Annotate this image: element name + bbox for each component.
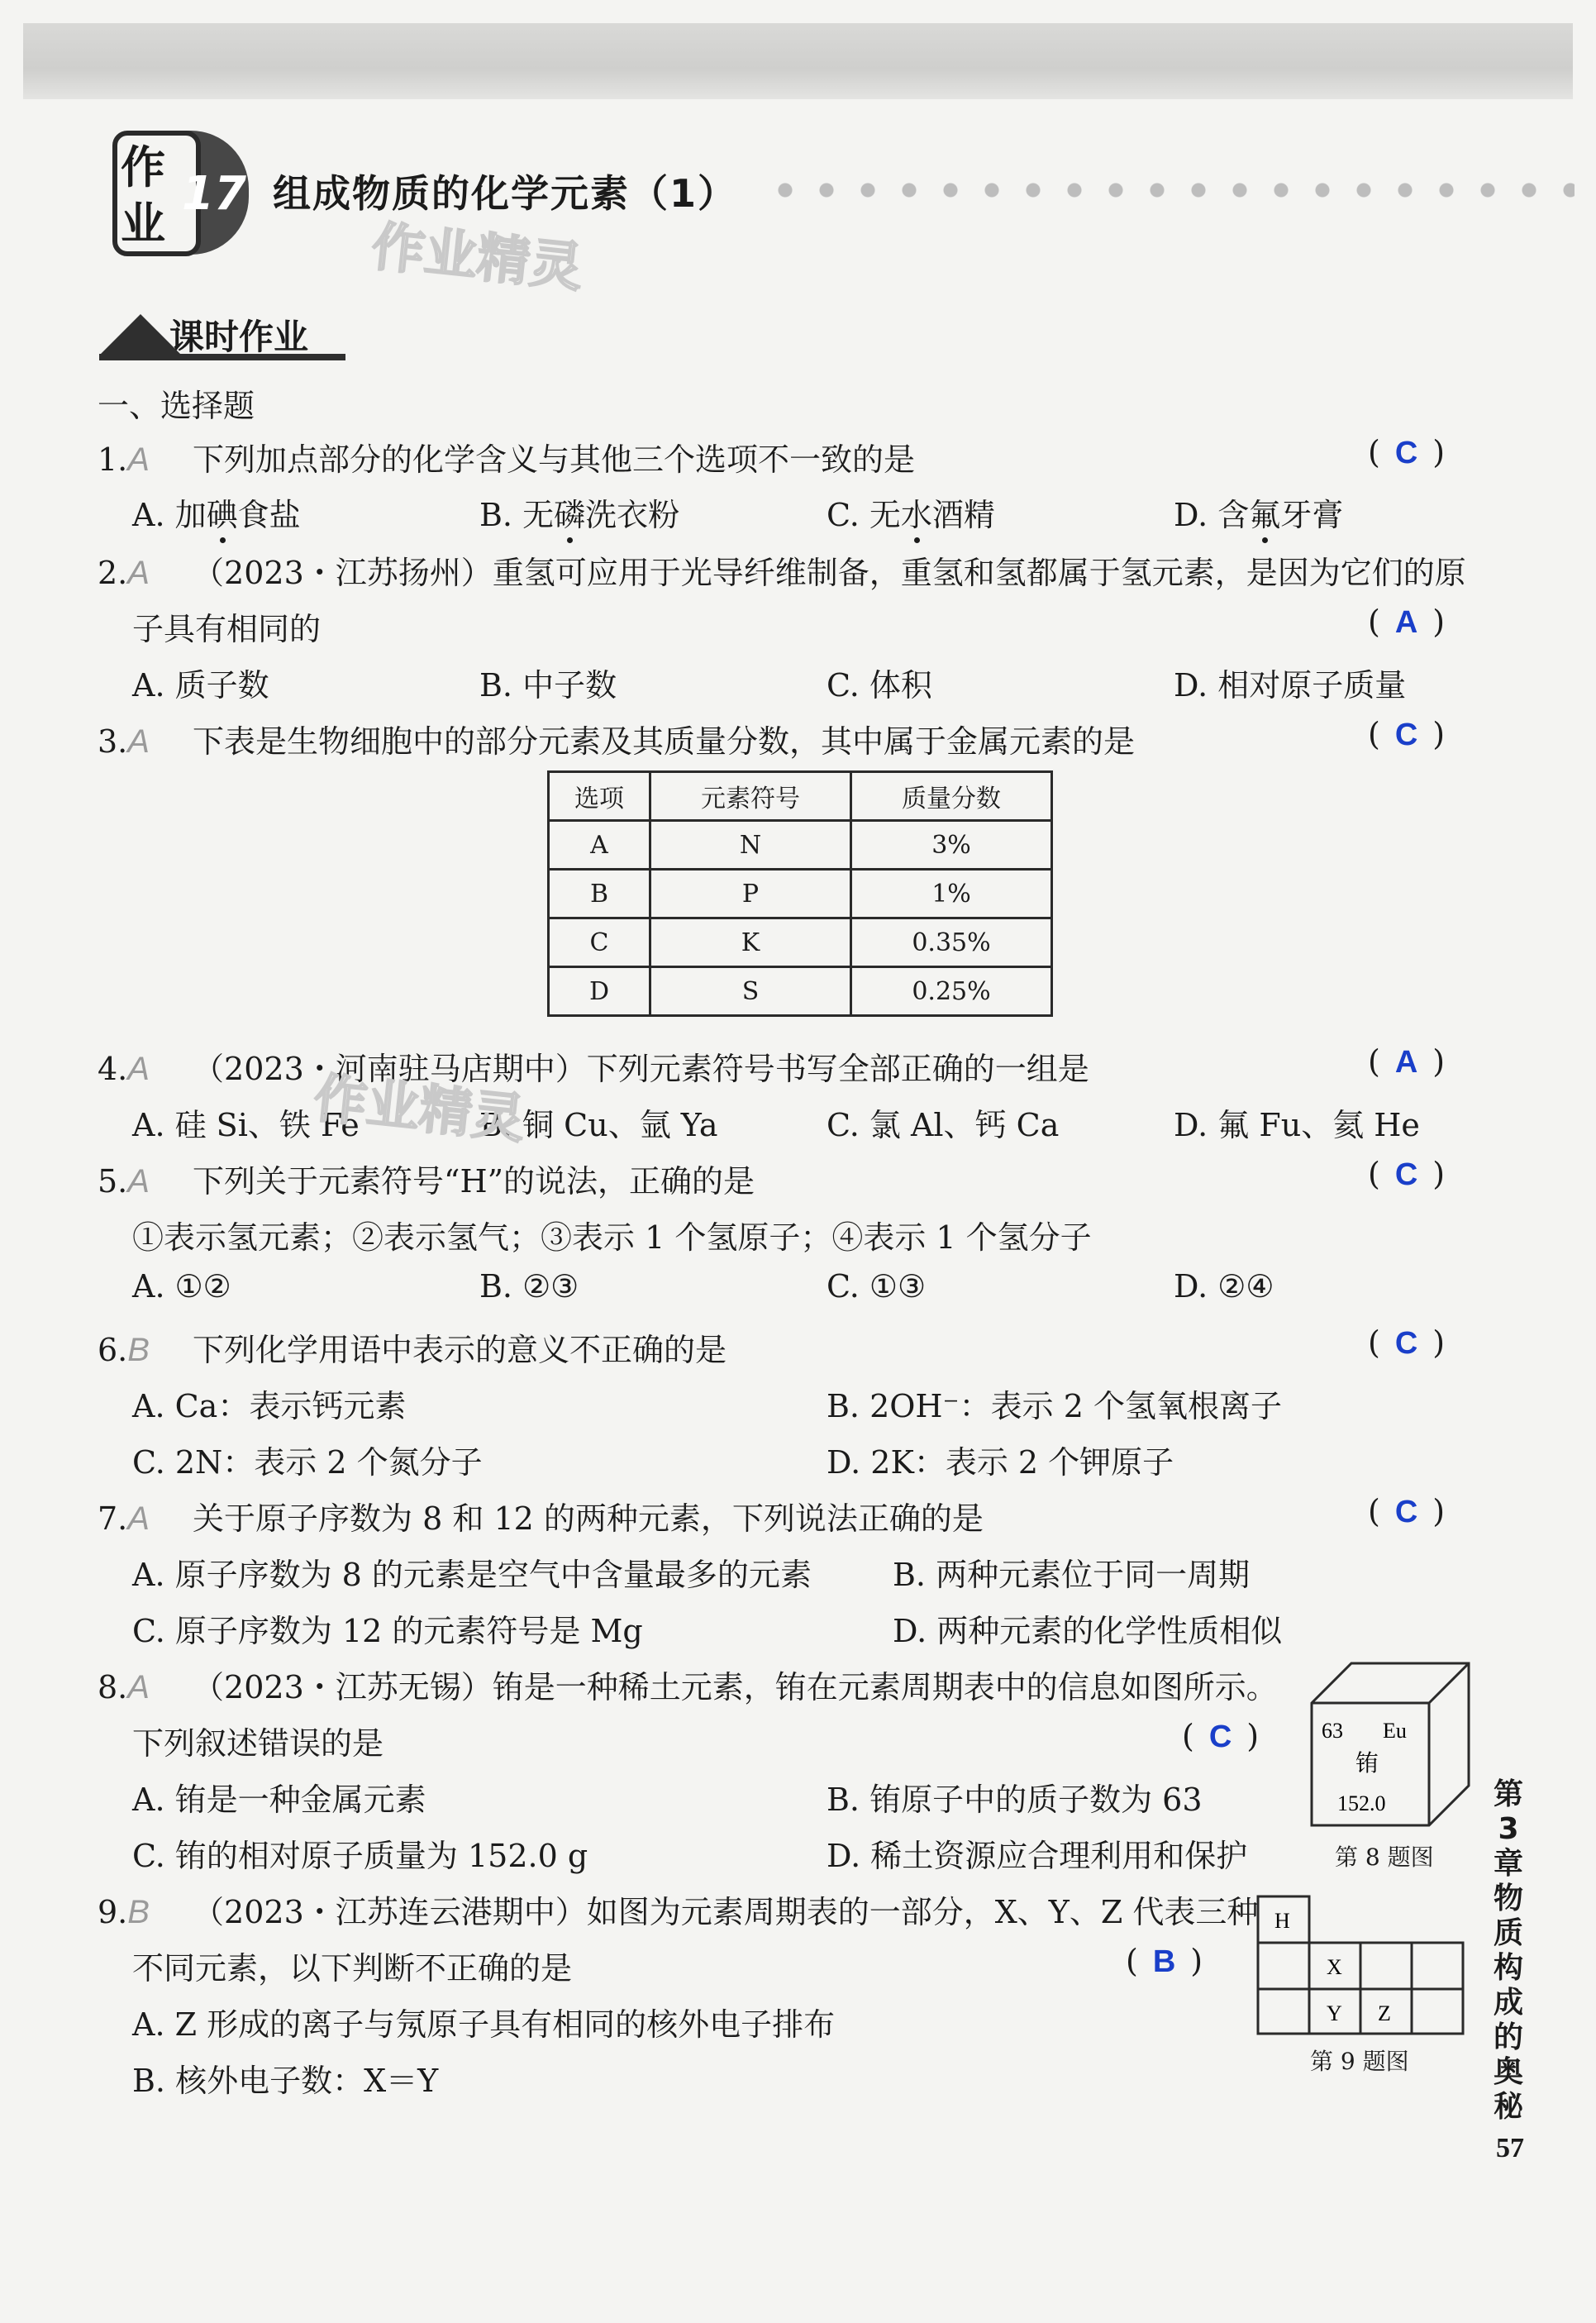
watermark: 作业精灵 (311, 1067, 528, 1152)
q1-option-a: A. 加碘食盐 (132, 489, 301, 535)
periodic-table-fragment (1256, 1895, 1467, 2035)
subsection-title: 一、选择题 (98, 388, 255, 424)
table-header-row (549, 772, 1052, 821)
europium-element-figure (1310, 1662, 1471, 1831)
q8-option-b: B. 铕原子中的质子数为 63 (827, 1782, 1203, 1818)
question-9: 9.B （2023・江苏连云港期中）如图为元素周期表的一部分，X、Y、Z 代表三种 (98, 1894, 1259, 1930)
question-text: 下列加点部分的化学含义与其他三个选项不一致的是 (193, 441, 916, 478)
answer-3: ( C ) (1368, 716, 1446, 752)
q6-option-a: A. Ca：表示钙元素 (132, 1388, 407, 1424)
homework-badge (98, 124, 255, 256)
q8-option-a: A. 铕是一种金属元素 (132, 1782, 426, 1818)
answer-9: ( B ) (1126, 1943, 1203, 1979)
table-header: 选项 (549, 772, 650, 821)
difficulty-mark: A (127, 1500, 150, 1537)
q5-option-b: B. ②③ (479, 1268, 579, 1305)
cell-x: X (1327, 1955, 1342, 1979)
answer-value: C (1394, 436, 1418, 470)
q2-option-a: A. 质子数 (132, 667, 269, 704)
difficulty-mark: A (127, 1669, 150, 1705)
question-4: 4.A （2023・河南驻马店期中）下列元素符号书写全部正确的一组是 (98, 1051, 1089, 1087)
question-number: 1. (98, 441, 128, 478)
q7-option-d: D. 两种元素的化学性质相似 (893, 1613, 1283, 1649)
difficulty-mark: A (127, 555, 150, 591)
table-row: A N 3% (549, 821, 1052, 870)
question-5: 5.A 下列关于元素符号“H”的说法，正确的是 (98, 1163, 755, 1200)
chapter-side-label: 第3章 物质构成的奥秘 (1493, 1777, 1523, 2124)
dotted-char: 磷 (554, 489, 585, 535)
q2-option-c: C. 体积 (827, 667, 932, 704)
section-title: 课时作业 (169, 317, 309, 357)
difficulty-mark: A (127, 441, 150, 478)
page-number: 57 (1496, 2133, 1524, 2163)
question-text: （2023・河南驻马店期中）下列元素符号书写全部正确的一组是 (193, 1051, 1089, 1087)
cell-z: Z (1378, 2001, 1391, 2025)
difficulty-mark: A (127, 723, 150, 760)
cell-y: Y (1327, 2001, 1342, 2025)
atomic-number: 63 (1322, 1719, 1343, 1743)
watermark: 作业精灵 (369, 216, 586, 300)
table-row: C K 0.35% (549, 918, 1052, 967)
answer-1: ( C ) (1368, 434, 1446, 470)
q4-option-b: B. 铜 Cu、氩 Ya (479, 1107, 718, 1143)
answer-5: ( C ) (1368, 1156, 1446, 1192)
difficulty-mark: A (127, 1051, 150, 1087)
question-8: 8.A （2023・江苏无锡）铕是一种稀土元素，铕在元素周期表中的信息如图所示。 (98, 1669, 1278, 1705)
question-8-line2: 下列叙述错误的是 (132, 1725, 384, 1762)
q8-option-d: D. 稀土资源应合理利用和保护 (827, 1838, 1248, 1874)
element-table (547, 770, 1053, 1017)
q1-option-b: B. 无磷洗衣粉 (479, 489, 679, 535)
q9-option-a: A. Z 形成的离子与氖原子具有相同的核外电子排布 (132, 2006, 836, 2043)
figure-8-caption: 第 8 题图 (1335, 1844, 1434, 1871)
answer-8: ( C ) (1182, 1718, 1260, 1754)
q9-option-b: B. 核外电子数：X＝Y (132, 2063, 439, 2099)
cell-h: H (1274, 1909, 1290, 1933)
q4-option-c: C. 氯 Al、钙 Ca (827, 1107, 1060, 1143)
element-name: 铕 (1355, 1749, 1379, 1777)
table-row: B P 1% (549, 870, 1052, 918)
question-text: （2023・江苏扬州）重氢可应用于光导纤维制备，重氢和氢都属于氢元素，是因为它们的原 (193, 555, 1466, 591)
q7-option-c: C. 原子序数为 12 的元素符号是 Mg (132, 1613, 643, 1649)
q2-option-b: B. 中子数 (479, 667, 617, 704)
q2-option-d: D. 相对原子质量 (1174, 667, 1407, 704)
figure-9-caption: 第 9 题图 (1310, 2048, 1409, 2075)
q5-option-d: D. ②④ (1174, 1268, 1274, 1305)
question-9-line2: 不同元素，以下判断不正确的是 (132, 1950, 573, 1987)
q6-option-b: B. 2OH⁻：表示 2 个氢氧根离子 (827, 1388, 1282, 1424)
question-text: 下列关于元素符号“H”的说法，正确的是 (193, 1163, 755, 1200)
q5-option-c: C. ①③ (827, 1268, 927, 1305)
q5-option-a: A. ①② (132, 1268, 231, 1305)
question-text: 关于原子序数为 8 和 12 的两种元素，下列说法正确的是 (193, 1500, 984, 1537)
table-header: 元素符号 (650, 772, 851, 821)
q1-option-c: C. 无水酒精 (827, 489, 995, 535)
question-text: 下表是生物细胞中的部分元素及其质量分数，其中属于金属元素的是 (193, 723, 1136, 760)
answer-4: ( A ) (1368, 1043, 1446, 1080)
question-text: （2023・江苏连云港期中）如图为元素周期表的一部分，X、Y、Z 代表三种 (193, 1894, 1259, 1930)
q8-option-c: C. 铕的相对原子质量为 152.0 g (132, 1838, 588, 1874)
question-7: 7.A 关于原子序数为 8 和 12 的两种元素，下列说法正确的是 (98, 1500, 984, 1537)
top-scan-band (23, 23, 1573, 99)
question-2: 2.A （2023・江苏扬州）重氢可应用于光导纤维制备，重氢和氢都属于氢元素，是因为它们的原 (98, 555, 1466, 591)
difficulty-mark: A (127, 1163, 150, 1200)
title-dot-leader (765, 180, 1575, 200)
question-3: 3.A 下表是生物细胞中的部分元素及其质量分数，其中属于金属元素的是 (98, 723, 1136, 760)
question-text: 下列化学用语中表示的意义不正确的是 (193, 1332, 727, 1368)
q7-option-a: A. 原子序数为 8 的元素是空气中含量最多的元素 (132, 1557, 812, 1593)
element-symbol: Eu (1383, 1719, 1407, 1743)
dotted-char: 水 (901, 489, 932, 535)
q1-option-d: D. 含氟牙膏 (1174, 489, 1343, 535)
question-5-line2: ①表示氢元素；②表示氢气；③表示 1 个氢原子；④表示 1 个氢分子 (132, 1219, 1092, 1256)
question-text: （2023・江苏无锡）铕是一种稀土元素，铕在元素周期表中的信息如图所示。 (193, 1669, 1278, 1705)
q4-option-d: D. 氟 Fu、氦 He (1174, 1107, 1420, 1143)
answer-7: ( C ) (1368, 1493, 1446, 1529)
question-6: 6.B 下列化学用语中表示的意义不正确的是 (98, 1332, 727, 1368)
dotted-char: 碘 (207, 489, 238, 535)
table-row: D S 0.25% (549, 967, 1052, 1016)
badge-number: 17 (182, 167, 246, 221)
badge-char-bottom: 业 (121, 198, 165, 250)
badge-char-top: 作 (121, 141, 165, 193)
dotted-char: 氟 (1249, 489, 1280, 535)
difficulty-mark: B (127, 1332, 150, 1368)
q6-option-d: D. 2K：表示 2 个钾原子 (827, 1444, 1174, 1481)
page-title: 组成物质的化学元素（1） (273, 171, 738, 216)
question-2-line2: 子具有相同的 (132, 611, 322, 647)
q4-option-a: A. 硅 Si、铁 Fe (132, 1107, 360, 1143)
q6-option-c: C. 2N：表示 2 个氮分子 (132, 1444, 483, 1481)
answer-2: ( A ) (1368, 603, 1446, 640)
answer-6: ( C ) (1368, 1324, 1446, 1361)
difficulty-mark: B (127, 1894, 150, 1930)
q7-option-b: B. 两种元素位于同一周期 (893, 1557, 1251, 1593)
table-header: 质量分数 (851, 772, 1052, 821)
atomic-mass: 152.0 (1337, 1791, 1386, 1815)
question-1 (98, 434, 915, 479)
